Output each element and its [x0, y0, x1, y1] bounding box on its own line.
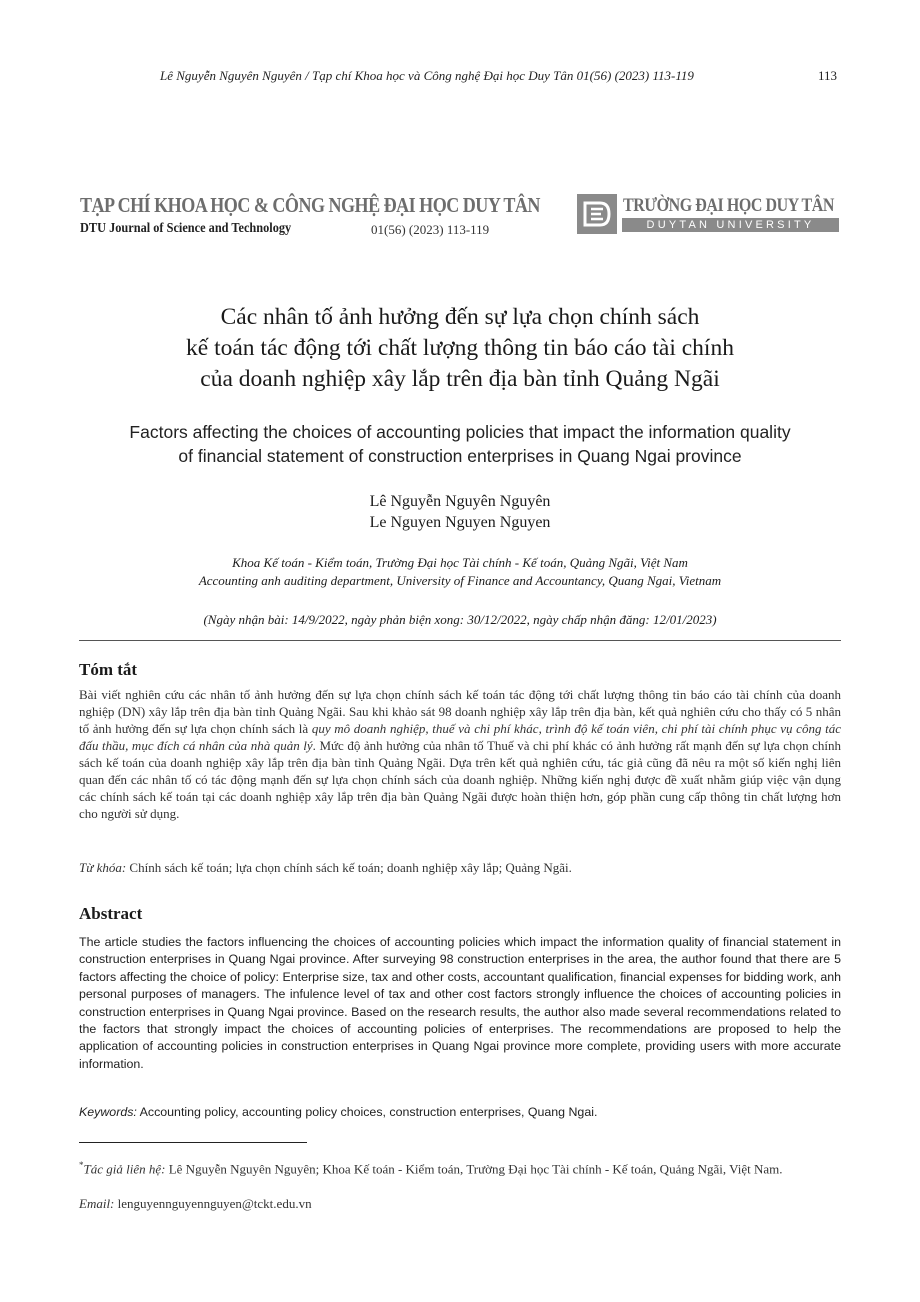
footnote-marker: *: [79, 1160, 84, 1170]
footnote-text: Lê Nguyễn Nguyên Nguyên; Khoa Kế toán - Kiểm toán, Trường Đại học Tài chính - Kế toán, Quảng Ngãi, Việt Nam.: [165, 1161, 783, 1177]
abstract-vn-factors: quy mô doanh nghiệp, thuế và chi phí khác, trình độ kế toán viên, chi phí tài chính phục vụ công tác đấu thầu, mục đích cá nhân của nhà quản lý: [79, 721, 841, 753]
title-vn-line: của doanh nghiệp xây lắp trên địa bàn tỉnh Quảng Ngãi: [200, 366, 720, 392]
abstract-vn-part-2: . Mức độ ảnh hưởng của nhân tố Thuế và chi phí khác có ảnh hưởng rất mạnh đến sự lựa chọn chính sách kế toán của doanh nghiệp xây lắp trên địa bàn tỉnh Quảng Ngãi. Dựa trên kết quả nghiên cứu, tác giả cũng đã nêu ra một số kiến nghị liên quan đến các nhân tố có tác động mạnh đến sự lựa chọn chính sách của doanh nghiệp. Những kiến nghị được đề xuất nhằm giúp việc vận dụng các chính sách kế toán tại các doanh nghiệp xây lắp trên địa bàn Quảng Ngãi được hoàn thiện hơn, góp phần cung cấp thông tin chất lượng hơn cho người sử dụng.: [79, 738, 841, 821]
abstract-vn-part-1: Bài viết nghiên cứu các nhân tố ảnh hưởng đến sự lựa chọn chính sách kế toán tác động tới chất lượng thông tin báo cáo tài chính của doanh nghiệp (DN) xây lắp trên địa bàn tỉnh Quảng Ngãi. Sau khi khảo sát 98 doanh nghiệp xây lắp trên địa bàn, kết quả nghiên cứu cho thấy có 5 nhân tố ảnh hưởng đến sự lựa chọn chính sách là: [79, 687, 841, 736]
keywords-vn-list: Chính sách kế toán; lựa chọn chính sách kế toán; doanh nghiệp xây lắp; Quảng Ngãi.: [126, 860, 572, 875]
corresponding-author-footnote: [79, 1156, 841, 1178]
keywords-vn: [79, 859, 841, 876]
keywords-en-label: Keywords:: [79, 1105, 137, 1119]
title-en-line: Factors affecting the choices of accounting policies that impact the information quality: [129, 422, 791, 442]
page-number: 113: [818, 68, 838, 83]
title-vn-line: Các nhân tố ảnh hưởng đến sự lựa chọn chính sách: [220, 304, 700, 330]
article-title-vn: [80, 302, 840, 395]
university-logo-icon: [577, 194, 617, 234]
keywords-en: [79, 1104, 841, 1121]
journal-title-vn: TẠP CHÍ KHOA HỌC & CÔNG NGHỆ ĐẠI HỌC DUY TÂN: [80, 193, 540, 217]
author-name-en: Le Nguyen Nguyen Nguyen: [369, 514, 551, 531]
title-en-line: of financial statement of construction enterprises in Quang Ngai province: [178, 446, 742, 466]
journal-issue: 01(56) (2023) 113-119: [371, 222, 490, 237]
journal-title-en: DTU Journal of Science and Technology: [80, 221, 292, 236]
abstract-en-heading: Abstract: [79, 904, 143, 923]
abstract-en-text: The article studies the factors influencing the choices of accounting policies which impact the information quality of financial statement in construction enterprises in Quang Ngai province. After surveying 98 construction enterprises in the area, the author found that there are 5 factors affecting the choice of policy: Enterprise size, tax and other costs, accountant qualification, financial expenses for bidding work, anh personal purposes of managers. The infulence level of tax and other cost factors strongly influence the choices of accounting policies in construction enterprises in Quang Ngai province. Based on the research results, the author also made several recommendations related to the factors that strongly impact the choices of accounting policies of enterprises. The recommendations are proposed to help the application of accounting policies in construction enterprises in Quang Ngai province more complete, providing users with more accurate information.: [79, 935, 841, 1071]
affiliation-en: Accounting anh auditing department, University of Finance and Accountancy, Quang Ngai, Vietnam: [198, 573, 722, 588]
article-title-en: [80, 420, 840, 468]
abstract-vn-heading: Tóm tắt: [79, 660, 138, 679]
affiliation-block: [80, 554, 840, 590]
submission-dates: (Ngày nhận bài: 14/9/2022, ngày phản biện xong: 30/12/2022, ngày chấp nhận đăng: 12/01/2023): [203, 612, 717, 627]
email-label: Email:: [79, 1196, 115, 1211]
university-name-en: DUYTAN UNIVERSITY: [622, 218, 839, 232]
affiliation-vn: Khoa Kế toán - Kiểm toán, Trường Đại học Tài chính - Kế toán, Quảng Ngãi, Việt Nam: [232, 555, 688, 570]
keywords-en-list: Accounting policy, accounting policy choices, construction enterprises, Quang Ngai.: [136, 1105, 598, 1119]
email-address[interactable]: lenguyennguyennguyen@tckt.edu.vn: [114, 1196, 312, 1211]
title-vn-line: kế toán tác động tới chất lượng thông tin báo cáo tài chính: [186, 335, 734, 361]
footnote-label: Tác giả liên hệ:: [83, 1161, 166, 1177]
footnote-divider: [79, 1142, 307, 1143]
author-block: [80, 491, 840, 533]
running-head: Lê Nguyễn Nguyên Nguyên / Tạp chí Khoa học và Công nghệ Đại học Duy Tân 01(56) (2023) 113-119: [160, 68, 694, 83]
header-divider: [79, 640, 841, 641]
author-name-vn: Lê Nguyễn Nguyên Nguyên: [369, 493, 551, 510]
author-email: [79, 1196, 312, 1212]
keywords-vn-label: Từ khóa:: [79, 860, 127, 875]
university-name-vn: TRƯỜNG ĐẠI HỌC DUY TÂN: [623, 195, 834, 216]
abstract-vn-text: [79, 686, 841, 822]
dtu-logo-icon: [577, 194, 617, 234]
